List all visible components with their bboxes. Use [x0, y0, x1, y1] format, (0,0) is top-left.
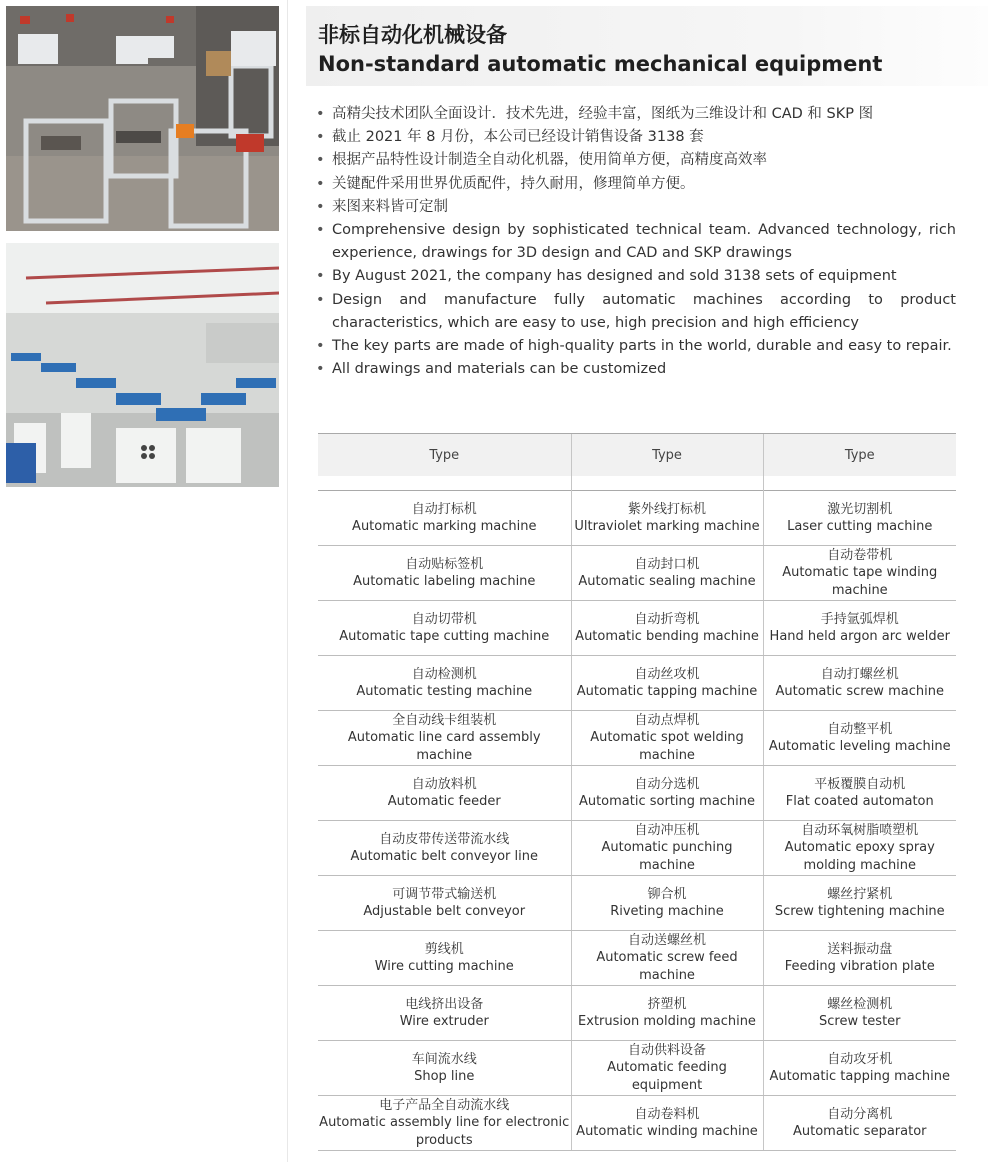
- equipment-photo-workbenches: [6, 6, 279, 231]
- machine-name-cn: 剪线机: [424, 941, 464, 957]
- machine-name-en: Laser cutting machine: [787, 519, 933, 534]
- table-cell: [571, 491, 763, 546]
- feature-item: • 关键配件采用世界优质配件，持久耐用，修理简单方便。: [314, 173, 956, 196]
- table-cell: [571, 1096, 763, 1151]
- machine-name-cn: 电子产品全自动流水线: [379, 1097, 510, 1113]
- table-cell: [763, 546, 956, 601]
- feature-item: • By August 2021, the company has designed and sold 3138 sets of equipment: [314, 265, 956, 288]
- machine-name-en: Automatic epoxy spray molding machine: [784, 840, 935, 873]
- machine-name-cn: 自动丝攻机: [634, 666, 700, 682]
- machine-name-en: Automatic testing machine: [356, 684, 533, 699]
- machine-name-cn: 自动检测机: [411, 666, 477, 682]
- table-cell: [318, 656, 571, 711]
- machine-name-en: Adjustable belt conveyor: [363, 904, 526, 919]
- table-cell: [763, 491, 956, 546]
- table-cell: [763, 931, 956, 986]
- table-header-row: [318, 434, 956, 477]
- table-row: [318, 821, 956, 876]
- machine-name-en: Extrusion molding machine: [578, 1014, 756, 1029]
- machine-name-cn: 自动环氧树脂喷塑机: [801, 822, 919, 838]
- machine-name-cn: 自动贴标签机: [405, 556, 484, 572]
- table-row: [318, 766, 956, 821]
- table-cell: [318, 1041, 571, 1096]
- machine-name-cn: 手持氩弧焊机: [820, 611, 899, 627]
- table-cell: [763, 986, 956, 1041]
- table-cell: [318, 711, 571, 766]
- table-cell: [763, 876, 956, 931]
- machine-name-cn: 车间流水线: [411, 1051, 477, 1067]
- feature-item: • 来图来料皆可定制: [314, 196, 956, 219]
- table-cell: [318, 1096, 571, 1151]
- machine-name-en: Automatic punching machine: [601, 840, 733, 873]
- table-row: [318, 546, 956, 601]
- page-title-en: Non-standard automatic mechanical equipment: [318, 52, 883, 76]
- machine-name-cn: 电线挤出设备: [405, 996, 484, 1012]
- machine-name-en: Automatic line card assembly machine: [347, 730, 541, 763]
- table-cell: [571, 1041, 763, 1096]
- machine-name-en: Hand held argon arc welder: [769, 629, 950, 644]
- machine-name-cn: 螺丝拧紧机: [827, 886, 893, 902]
- table-row: [318, 491, 956, 546]
- machine-name-cn: 自动卷带机: [827, 547, 893, 563]
- machine-name-cn: 自动点焊机: [634, 712, 700, 728]
- table-row: [318, 1041, 956, 1096]
- feature-item: • The key parts are made of high-quality parts in the world, durable and easy to repair.: [314, 335, 956, 358]
- machine-name-cn: 激光切割机: [827, 501, 893, 517]
- machine-name-cn: 全自动线卡组装机: [392, 712, 497, 728]
- machine-name-cn: 自动分选机: [634, 776, 700, 792]
- machine-name-cn: 自动封口机: [634, 556, 700, 572]
- machine-name-en: Automatic labeling machine: [353, 574, 536, 589]
- machine-name-en: Riveting machine: [610, 904, 724, 919]
- feature-item: • All drawings and materials can be customized: [314, 358, 956, 381]
- machine-name-en: Automatic feeder: [387, 794, 501, 809]
- table-cell: [571, 601, 763, 656]
- table-row: [318, 656, 956, 711]
- column-divider: [287, 0, 288, 1162]
- feature-item: • 根据产品特性设计制造全自动化机器，使用简单方便，高精度高效率: [314, 149, 956, 172]
- table-cell: [318, 601, 571, 656]
- table-cell: [763, 1041, 956, 1096]
- table-body: [318, 476, 956, 1151]
- machine-name-en: Feeding vibration plate: [784, 959, 935, 974]
- feature-list: [314, 103, 956, 381]
- machine-name-cn: 自动分离机: [827, 1106, 893, 1122]
- factory-floor-photo: [6, 243, 279, 487]
- machine-name-cn: 自动整平机: [827, 721, 893, 737]
- page-title-cn: 非标自动化机械设备: [318, 23, 507, 47]
- table-cell: [318, 876, 571, 931]
- equipment-types-table: [318, 433, 956, 1151]
- table-cell: [571, 986, 763, 1041]
- table-cell: [318, 766, 571, 821]
- machine-name-cn: 自动皮带传送带流水线: [379, 831, 510, 847]
- table-row: [318, 986, 956, 1041]
- section-header: [306, 6, 988, 86]
- machine-name-en: Automatic leveling machine: [768, 739, 951, 754]
- machine-name-en: Screw tightening machine: [774, 904, 945, 919]
- machine-name-en: Automatic separator: [793, 1124, 927, 1139]
- machine-name-en: Flat coated automaton: [785, 794, 934, 809]
- header-spacer: [318, 476, 956, 491]
- table-cell: [571, 766, 763, 821]
- feature-item: • 截止 2021 年 8 月份，本公司已经设计销售设备 3138 套: [314, 126, 956, 149]
- table-cell: [571, 546, 763, 601]
- machine-name-en: Wire extruder: [399, 1014, 489, 1029]
- table-cell: [571, 821, 763, 876]
- table-cell: [318, 986, 571, 1041]
- table-cell: [763, 821, 956, 876]
- machine-name-en: Automatic tape winding machine: [782, 565, 938, 598]
- table-row: [318, 876, 956, 931]
- machine-name-en: Automatic screw machine: [775, 684, 944, 699]
- machine-name-cn: 自动送螺丝机: [627, 932, 706, 948]
- machine-name-en: Shop line: [414, 1069, 475, 1084]
- feature-item: • 高精尖技术团队全面设计．技术先进，经验丰富，图纸为三维设计和 CAD 和 SKP 图: [314, 103, 956, 126]
- table-cell: [318, 821, 571, 876]
- feature-item: • Design and manufacture fully automatic machines according to product characteristics, which are easy to use, high precision and high efficiency: [314, 289, 956, 335]
- machine-name-en: Automatic belt conveyor line: [350, 849, 538, 864]
- table-row: [318, 711, 956, 766]
- table-cell: [318, 546, 571, 601]
- machine-name-en: Automatic tape cutting machine: [339, 629, 550, 644]
- table-cell: [763, 656, 956, 711]
- machine-name-cn: 铆合机: [647, 886, 687, 902]
- column-header: Type: [571, 434, 763, 477]
- machine-name-cn: 平板覆膜自动机: [814, 776, 906, 792]
- machine-name-en: Wire cutting machine: [374, 959, 514, 974]
- machine-name-cn: 自动折弯机: [634, 611, 700, 627]
- machine-name-en: Automatic screw feed machine: [596, 950, 738, 983]
- machine-name-cn: 自动放料机: [411, 776, 477, 792]
- machine-name-cn: 自动打标机: [411, 501, 477, 517]
- table-cell: [763, 766, 956, 821]
- column-header: Type: [763, 434, 956, 477]
- table-cell: [763, 1096, 956, 1151]
- machine-name-cn: 送料振动盘: [827, 941, 893, 957]
- machine-name-en: Automatic assembly line for electronic products: [319, 1115, 570, 1148]
- table-cell: [318, 491, 571, 546]
- machine-name-cn: 可调节带式输送机: [392, 886, 497, 902]
- machine-name-en: Automatic feeding equipment: [607, 1060, 727, 1093]
- table-cell: [571, 876, 763, 931]
- column-header: Type: [318, 434, 571, 477]
- feature-item: • Comprehensive design by sophisticated technical team. Advanced technology, rich experience, drawings for 3D design and CAD and SKP drawings: [314, 219, 956, 265]
- machine-name-en: Automatic bending machine: [575, 629, 759, 644]
- machine-name-cn: 自动攻牙机: [827, 1051, 893, 1067]
- table-cell: [571, 931, 763, 986]
- machine-name-en: Ultraviolet marking machine: [574, 519, 760, 534]
- table-cell: [763, 711, 956, 766]
- machine-name-en: Automatic tapping machine: [769, 1069, 950, 1084]
- machine-name-en: Automatic marking machine: [352, 519, 537, 534]
- machine-name-cn: 紫外线打标机: [627, 501, 706, 517]
- machine-name-en: Automatic sorting machine: [578, 794, 756, 809]
- machine-name-en: Automatic sealing machine: [578, 574, 756, 589]
- table-row: [318, 601, 956, 656]
- table-cell: [318, 931, 571, 986]
- machine-name-en: Automatic tapping machine: [576, 684, 758, 699]
- machine-name-en: Screw tester: [818, 1014, 901, 1029]
- machine-name-cn: 自动切带机: [411, 611, 477, 627]
- machine-name-en: Automatic winding machine: [576, 1124, 758, 1139]
- machine-name-cn: 螺丝检测机: [827, 996, 893, 1012]
- table-cell: [571, 711, 763, 766]
- table-row: [318, 1096, 956, 1151]
- machine-name-cn: 自动冲压机: [634, 822, 700, 838]
- machine-name-cn: 自动供料设备: [627, 1042, 706, 1058]
- machine-name-en: Automatic spot welding machine: [590, 730, 744, 763]
- table-cell: [763, 601, 956, 656]
- table-row: [318, 931, 956, 986]
- table-cell: [571, 656, 763, 711]
- machine-name-cn: 自动卷料机: [634, 1106, 700, 1122]
- machine-name-cn: 挤塑机: [647, 996, 687, 1012]
- machine-name-cn: 自动打螺丝机: [820, 666, 899, 682]
